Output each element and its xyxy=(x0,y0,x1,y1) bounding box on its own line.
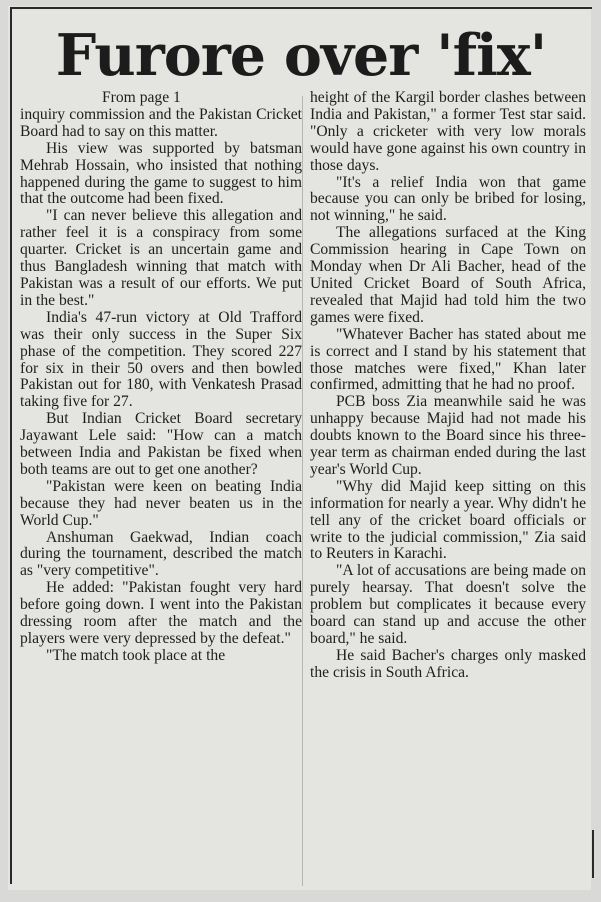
paragraph: "A lot of accusations are being made on purely hearsay. That doesn't solve the problem but complicates it because every board can stand up and accuse the other board," he said. xyxy=(310,562,586,647)
top-border-rule xyxy=(10,7,592,9)
headline: Furore over 'fix' xyxy=(55,22,547,89)
paragraph: India's 47-run victory at Old Trafford was their only success in the Super Six phase of the competition. They scored 227 for six in their 50 overs and then bowled Pakistan out for 180, with Venkatesh Prasad taking five for 27. xyxy=(20,308,302,411)
paragraph: He said Bacher's charges only masked the crisis in South Africa. xyxy=(310,646,586,681)
paragraph: "I can never believe this allegation and rather feel it is a conspiracy from some quarter. Cricket is an uncertain game and thus Bangladesh winning that match with Pakistan was a result of our efforts. We put in the best." xyxy=(20,207,302,309)
paragraph: Anshuman Gaekwad, Indian coach during the tournament, described the match as "very competitive". xyxy=(20,528,302,580)
column-gutter xyxy=(302,96,303,886)
paragraph: "Why did Majid keep sitting on this information for nearly a year. Why didn't he tell any of the cricket board officials or write to the judicial commission," Zia said to Reuters in Karachi. xyxy=(310,477,586,563)
paragraph: "The match took place at the xyxy=(46,646,226,664)
paragraph: "Pakistan were keen on beating India because they had never beaten us in the World Cup." xyxy=(20,477,302,529)
right-border-rule xyxy=(592,830,594,878)
paragraph: PCB boss Zia meanwhile said he was unhappy because Majid had not made his doubts known to the Board since his three-year term as chairman ended during the last year's World Cup. xyxy=(310,393,586,478)
from-page-label: From page 1 xyxy=(102,89,181,106)
article-column-right xyxy=(310,90,586,885)
article-column-left xyxy=(20,90,302,885)
paragraph: He added: "Pakistan fought very hard before going down. I went into the Pakistan dressing room after the match and the players were very depressed by the defeat." xyxy=(20,579,302,647)
paragraph: His view was supported by batsman Mehrab Hossain, who insisted that nothing happened during the game to suggest to him that the outcome had been fixed. xyxy=(20,139,302,208)
paragraph: But Indian Cricket Board secretary Jayawant Lele said: "How can a match between India and Pakistan be fixed when both teams are out to get one another? xyxy=(20,410,302,478)
paragraph: height of the Kargil border clashes between India and Pakistan," a former Test star said. "Only a cricketer with very low morals would have gone against his own country in those days. xyxy=(310,89,586,174)
paragraph: inquiry commission and the Pakistan Cricket Board had to say on this matter. xyxy=(20,105,302,140)
left-border-rule xyxy=(10,7,12,884)
paragraph: The allegations surfaced at the King Commission hearing in Cape Town on Monday when Dr Ali Bacher, head of the United Cricket Board of South Africa, revealed that Majid had told him the two games were fixed. xyxy=(310,224,586,326)
paragraph: "Whatever Bacher has stated about me is correct and I stand by his statement that those matches were fixed," Khan later confirmed, admitting that he had no proof. xyxy=(310,325,586,394)
paragraph: "It's a relief India won that game because you can only be bribed for losing, not winning," he said. xyxy=(310,173,586,225)
